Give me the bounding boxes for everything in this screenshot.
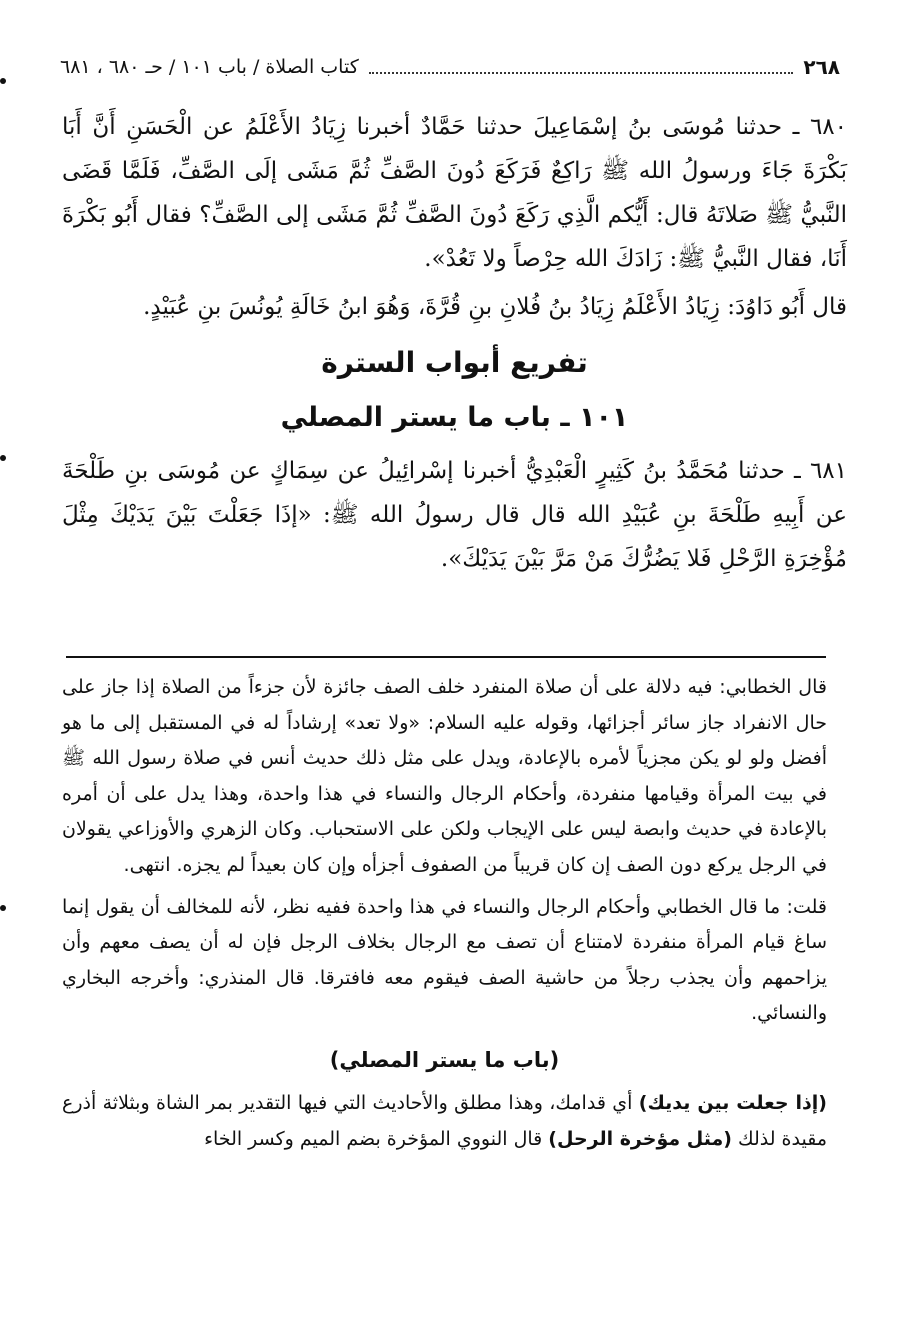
footnote-divider bbox=[66, 656, 826, 658]
main-text bbox=[62, 105, 847, 585]
commentary-quote-2: (مثل مؤخرة الرحل) bbox=[548, 1127, 732, 1150]
scan-edge-mark bbox=[0, 455, 6, 461]
chapter-heading bbox=[62, 393, 847, 443]
header-dotted-leader bbox=[369, 60, 794, 74]
scan-edge-mark bbox=[0, 78, 6, 84]
commentary-text-2: قال النووي المؤخرة بضم الميم وكسر الخاء bbox=[204, 1127, 549, 1150]
page-header bbox=[60, 50, 840, 84]
hadith-680: ٦٨٠ ـ حدثنا مُوسَى بنُ إسْمَاعِيلَ حدثنا حَمَّادٌ أخبرنا زِيَادُ الأَعْلَمُ عن الْحَسَنِ أَنَّ أَبَا بَكْرَةَ جَاءَ ورسولُ الله ﷺ رَاكِعٌ فَرَكَعَ دُونَ الصَّفِّ ثُمَّ مَشَى إلَى الصَّفِّ، فَلَمَّا قَضَى النَّبيُّ ﷺ صَلاتَهُ قال: أَيُّكم الَّذِي رَكَعَ دُونَ الصَّفِّ ثُمَّ مَشَى إلى الصَّفِّ؟ فقال أَبُو بَكْرَةَ أَنَا، فقال النَّبيُّ ﷺ: زَادَكَ الله حِرْصاً ولا تَعُدْ». bbox=[62, 114, 847, 272]
commentary-quote-1: (إذا جعلت بين يديك) bbox=[638, 1091, 827, 1114]
commentary-paragraph-1: قال الخطابي: فيه دلالة على أن صلاة المنفرد خلف الصف جائزة لأن جزءاً من الصلاة إذا جاز على حال الانفراد جاز سائر أجزائها، وقوله عليه السلام: «ولا تعد» إرشاداً له في المستقبل إلى ما هو أفضل ولو لو يكن مجزياً لأمره بالإعادة، ويدل على مثل ذلك حديث أنس في صلاة رسول الله ﷺ في بيت المرأة وقيامها منفردة، وأحكام الرجال والنساء في هذا واحدة، وهذا يدل على أن أمره بالإعادة في حديث وابصة ليس على الإيجاب ولكن على الاستحباب. وكان الزهري والأوزاعي يقولان في الرجل يركع دون الصف إن كان قريباً من الصفوف أجزأه وإن كان بعيداً لم يجزه. انتهى. bbox=[62, 676, 827, 876]
running-title: كتاب الصلاة / باب ١٠١ / حـ ٦٨٠ ، ٦٨١ bbox=[60, 56, 359, 78]
chapter-word: باب bbox=[503, 402, 551, 433]
page-number: ٢٦٨ bbox=[803, 55, 840, 79]
commentary-paragraph-3 bbox=[62, 1086, 827, 1157]
abu-dawud-note: قال أَبُو دَاوُدَ: زِيَادُ الأَعْلَمُ زِيَادُ بنُ فُلانِ بنِ قُرَّةَ، وَهُوَ ابنُ خَالَةِ يُونُسَ بنِ عُبَيْدٍ. bbox=[143, 294, 847, 320]
commentary-heading: (باب ما يستر المصلي) bbox=[329, 1047, 560, 1072]
section-heading: تفريع أبواب السترة bbox=[321, 346, 588, 379]
chapter-number: ١٠١ ـ bbox=[560, 402, 629, 433]
commentary-text-1: أي قدامك، وهذا مطلق والأحاديث التي فيها التقدير بمر الشاة وبثلاثة أذرع مقيدة لذلك bbox=[62, 1091, 827, 1150]
commentary-section bbox=[62, 670, 827, 1163]
chapter-title: ما يستر المصلي bbox=[280, 402, 495, 433]
scan-edge-mark bbox=[0, 905, 6, 911]
commentary-paragraph-2: قلت: ما قال الخطابي وأحكام الرجال والنساء في هذا واحدة ففيه نظر، لأنه للمخالف أن يقول إنما ساغ قيام المرأة منفردة لامتناع أن تصف مع الرجال بخلاف الرجل فإن له أن يصف معهم وأن يزاحمهم وأن يجذب رجلاً من حاشية الصف فيقوم معه فافترقا. قال المنذري: وأخرجه البخاري والنسائي. bbox=[62, 895, 827, 1025]
hadith-681: ٦٨١ ـ حدثنا مُحَمَّدُ بنُ كَثِيرٍ الْعَبْدِيُّ أخبرنا إسْرائِيلُ عن سِمَاكٍ عن مُوسَى بنِ طَلْحَةَ عن أَبِيهِ طَلْحَةَ بنِ عُبَيْدِ الله قال قال رسولُ الله ﷺ: «إذَا جَعَلْتَ بَيْنَ يَدَيْكَ مِثْلَ مُؤْخِرَةِ الرَّحْلِ فَلا يَضُرُّكَ مَنْ مَرَّ بَيْنَ يَدَيْكَ». bbox=[62, 458, 847, 572]
